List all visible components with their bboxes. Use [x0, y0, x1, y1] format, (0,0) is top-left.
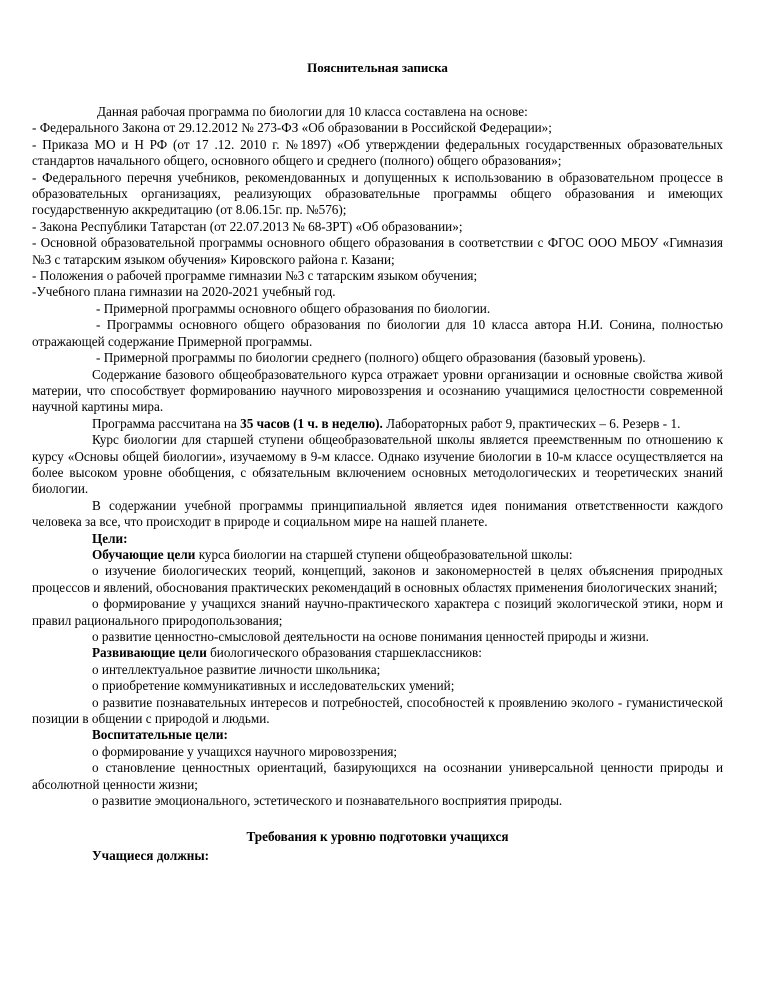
program-item: - Примерной программы по биологии среднего (полного) общего образования (базовый уровень). [96, 350, 646, 366]
basis-item: - Основной образовательной программы основного общего образования в соответствии с ФГОС ООО МБОУ «Гимназия №3 с татарским языком обучения» Кировского района г. Казани; [32, 235, 723, 267]
teaching-goal-item: о развитие ценностно-смысловой деятельности на основе понимания ценностей природы и жизни. [92, 629, 649, 644]
educational-goal-item: о становление ценностных ориентаций, базирующихся на осознании универсальной ценности природы и абсолютной ценности жизни; [32, 760, 723, 792]
content-paragraph: Содержание базового общеобразовательного курса отражает уровни организации и основные свойства живой материи, что способствует формированию научного мировоззрения и осознанию учащимися целостности современной научной картины мира. [32, 366, 723, 415]
hours-post-text: Лабораторных работ 9, практических – 6. Резерв - 1. [382, 415, 681, 431]
developing-goals-rest: биологического образования старшеклассников: [206, 645, 482, 661]
basis-item: - Федерального Закона от 29.12.2012 № 273-ФЗ «Об образовании в Российской Федерации»; [32, 120, 552, 136]
teaching-goal-item: о формирование у учащихся знаний научно-практического характера с позиций экологической этики, норм и правил рационального природопользования; [32, 596, 723, 628]
basis-item: - Закона Республики Татарстан (от 22.07.2013 № 68-ЗРТ) «Об образовании»; [32, 218, 463, 234]
basis-item: - Положения о рабочей программе гимназии №3 с татарским языком обучения; [32, 268, 478, 284]
students-must-heading: Учащиеся должны: [92, 847, 210, 863]
hours-paragraph [32, 416, 723, 432]
teaching-goals-bold: Обучающие цели [92, 546, 196, 562]
program-item: - Примерной программы основного общего образования по биологии. [96, 300, 491, 316]
developing-goals-heading [32, 645, 723, 661]
teaching-goals-rest: курса биологии на старшей ступени общеобразовательной школы: [195, 546, 573, 562]
teaching-goal-item: о изучение биологических теорий, концепций, законов и закономерностей в целях объяснения природных процессов и явлений, обоснования практических рекомендаций в основных областях применения биологических знаний; [32, 563, 723, 595]
intro-paragraph: Данная рабочая программа по биологии для 10 класса составлена на основе: [97, 104, 528, 119]
educational-goals-heading: Воспитательные цели: [92, 727, 228, 743]
basis-item: -Учебного плана гимназии на 2020-2021 учебный год. [32, 284, 336, 300]
educational-goal-item: о развитие эмоционального, эстетического и познавательного восприятия природы. [92, 793, 563, 809]
requirements-title: Требования к уровню подготовки учащихся [246, 829, 509, 845]
teaching-goals-heading [32, 547, 723, 563]
developing-goals-bold: Развивающие цели [92, 645, 207, 661]
page-title: Пояснительная записка [307, 60, 448, 75]
basis-item: - Приказа МО и Н РФ (от 17 .12. 2010 г. №1897) «Об утверждении федеральных государственных образовательных стандартов начального общего, основного общего и среднего (полного) общего образования»; [32, 136, 723, 169]
developing-goal-item: о развитие познавательных интересов и потребностей, способностей к проявлению эколого - гуманистической позиции в общении с природой и людьми. [32, 694, 723, 727]
hours-bold-text: 35 часов (1 ч. в неделю). [240, 415, 383, 431]
course-paragraph: Курс биологии для старшей ступени общеобразовательной школы является преемственным по отношению к курсу «Основы общей биологии», изучаемому в 9-м классе. Однако изучение биологии в 10-м классе осуществляется на более высоком уровне обобщения, с обязательным включением основных методологических и теоретических знаний биологии. [32, 432, 723, 497]
educational-goal-item: о формирование у учащихся научного мировоззрения; [92, 743, 398, 759]
goals-heading: Цели: [92, 530, 128, 546]
hours-pre-text: Программа рассчитана на [92, 415, 241, 431]
developing-goal-item: о приобретение коммуникативных и исследовательских умений; [92, 678, 455, 694]
basis-item: - Федерального перечня учебников, рекомендованных и допущенных к использованию в образовательном процессе в образовательных организациях, реализующих образовательные программы общего образования и имеющих государственную аккредитацию (от 8.06.15г. пр. №576); [32, 169, 723, 218]
idea-paragraph: В содержании учебной программы принципиальной является идея понимания ответственности каждого человека за все, что происходит в природе и социальном мире на нашей планете. [32, 497, 723, 530]
document-body [32, 104, 723, 864]
program-item: - Программы основного общего образования по биологии для 10 класса автора Н.И. Сонина, полностью отражающей содержание Примерной программы. [32, 317, 723, 349]
developing-goal-item: о интеллектуальное развитие личности школьника; [92, 661, 381, 677]
